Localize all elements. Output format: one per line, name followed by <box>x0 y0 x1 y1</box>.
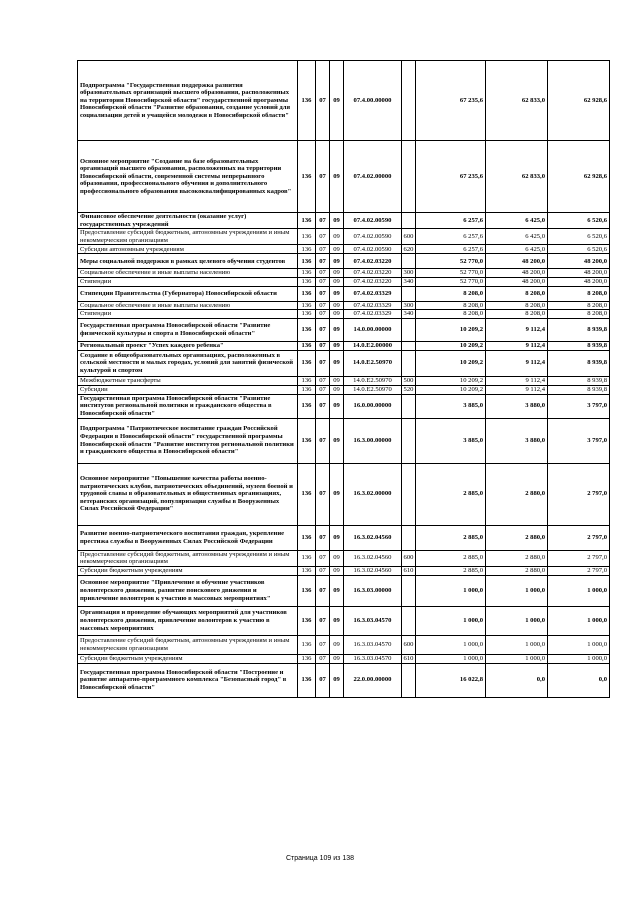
row-subsection-code: 09 <box>330 254 344 269</box>
row-amount-year-3: 1 000,0 <box>548 575 610 606</box>
row-ved-code: 136 <box>298 525 316 550</box>
row-expense-type: 500 <box>402 376 416 385</box>
row-amount-year-3: 8 939,8 <box>548 385 610 394</box>
row-name: Социальное обеспечение и иные выплаты населению <box>78 301 298 310</box>
row-expense-type <box>402 418 416 463</box>
row-target-article: 07.4.00.00000 <box>344 61 402 141</box>
table-row <box>78 286 610 301</box>
row-name: Предоставление субсидий бюджетным, автономным учреждениям и иным некоммерческим организациям <box>78 550 298 566</box>
row-expense-type <box>402 341 416 350</box>
row-amount-year-3: 48 200,0 <box>548 277 610 286</box>
row-ved-code: 136 <box>298 550 316 566</box>
row-expense-type <box>402 350 416 376</box>
row-amount-year-1: 52 770,0 <box>416 269 486 278</box>
row-ved-code: 136 <box>298 385 316 394</box>
row-subsection-code: 09 <box>330 310 344 319</box>
row-amount-year-1: 10 209,2 <box>416 350 486 376</box>
row-amount-year-2: 2 880,0 <box>486 566 548 575</box>
row-amount-year-3: 8 939,8 <box>548 350 610 376</box>
row-amount-year-2: 1 000,0 <box>486 606 548 635</box>
row-subsection-code: 09 <box>330 525 344 550</box>
row-section-code: 07 <box>316 394 330 418</box>
row-expense-type <box>402 213 416 229</box>
row-target-article: 14.0.00.00000 <box>344 318 402 341</box>
row-amount-year-1: 52 770,0 <box>416 254 486 269</box>
table-row <box>78 654 610 663</box>
row-amount-year-3: 6 520,6 <box>548 229 610 245</box>
row-amount-year-2: 9 112,4 <box>486 385 548 394</box>
row-name: Социальное обеспечение и иные выплаты населению <box>78 269 298 278</box>
row-subsection-code: 09 <box>330 269 344 278</box>
row-subsection-code: 09 <box>330 229 344 245</box>
row-expense-type <box>402 663 416 697</box>
row-amount-year-1: 8 208,0 <box>416 301 486 310</box>
row-ved-code: 136 <box>298 269 316 278</box>
row-name: Основное мероприятие "Привлечение и обучение участников волонтерского движения, развитие поискового движения и привлечение волонтеров к участию в массовых мероприятиях" <box>78 575 298 606</box>
row-amount-year-2: 9 112,4 <box>486 341 548 350</box>
row-section-code: 07 <box>316 277 330 286</box>
row-amount-year-2: 9 112,4 <box>486 350 548 376</box>
row-amount-year-2: 3 880,0 <box>486 394 548 418</box>
row-amount-year-3: 3 797,0 <box>548 418 610 463</box>
row-section-code: 07 <box>316 141 330 213</box>
row-amount-year-1: 6 257,6 <box>416 213 486 229</box>
row-amount-year-1: 67 235,6 <box>416 141 486 213</box>
table-row <box>78 606 610 635</box>
table-row <box>78 254 610 269</box>
row-amount-year-2: 0,0 <box>486 663 548 697</box>
row-name: Стипендии <box>78 277 298 286</box>
row-subsection-code: 09 <box>330 350 344 376</box>
row-section-code: 07 <box>316 301 330 310</box>
row-expense-type <box>402 525 416 550</box>
row-section-code: 07 <box>316 310 330 319</box>
table-row <box>78 350 610 376</box>
row-amount-year-1: 2 885,0 <box>416 525 486 550</box>
row-subsection-code: 09 <box>330 663 344 697</box>
row-amount-year-3: 0,0 <box>548 663 610 697</box>
row-name: Создание в общеобразовательных организациях, расположенных в сельской местности и малых городах, условий для занятий физической культурой и спортом <box>78 350 298 376</box>
row-section-code: 07 <box>316 654 330 663</box>
table-row <box>78 635 610 654</box>
row-name: Государственная программа Новосибирской области "Развитие институтов региональной политики и гражданского общества в Новосибирской области" <box>78 394 298 418</box>
row-target-article: 07.4.02.00590 <box>344 229 402 245</box>
row-section-code: 07 <box>316 663 330 697</box>
table-row <box>78 463 610 525</box>
row-amount-year-1: 6 257,6 <box>416 245 486 254</box>
table-row <box>78 61 610 141</box>
row-target-article: 16.3.03.00000 <box>344 575 402 606</box>
row-ved-code: 136 <box>298 350 316 376</box>
table-row <box>78 376 610 385</box>
row-subsection-code: 09 <box>330 418 344 463</box>
row-amount-year-1: 1 000,0 <box>416 654 486 663</box>
row-amount-year-3: 8 939,8 <box>548 341 610 350</box>
row-name: Субсидии <box>78 385 298 394</box>
row-expense-type <box>402 575 416 606</box>
table-row <box>78 245 610 254</box>
row-subsection-code: 09 <box>330 61 344 141</box>
row-amount-year-2: 62 833,0 <box>486 61 548 141</box>
row-expense-type <box>402 141 416 213</box>
row-amount-year-3: 8 939,8 <box>548 318 610 341</box>
row-name: Государственная программа Новосибирской области "Развитие физической культуры и спорта в Новосибирской области" <box>78 318 298 341</box>
row-amount-year-3: 3 797,0 <box>548 394 610 418</box>
table-row <box>78 418 610 463</box>
row-ved-code: 136 <box>298 341 316 350</box>
row-amount-year-2: 1 000,0 <box>486 635 548 654</box>
row-amount-year-3: 62 928,6 <box>548 61 610 141</box>
row-subsection-code: 09 <box>330 463 344 525</box>
table-row <box>78 213 610 229</box>
row-expense-type: 300 <box>402 269 416 278</box>
row-target-article: 07.4.02.03329 <box>344 286 402 301</box>
row-amount-year-1: 6 257,6 <box>416 229 486 245</box>
row-amount-year-1: 2 885,0 <box>416 566 486 575</box>
row-name: Субсидии бюджетным учреждениям <box>78 566 298 575</box>
row-amount-year-3: 8 208,0 <box>548 301 610 310</box>
row-target-article: 07.4.02.00590 <box>344 213 402 229</box>
row-ved-code: 136 <box>298 229 316 245</box>
row-target-article: 16.3.03.04570 <box>344 635 402 654</box>
row-amount-year-2: 2 880,0 <box>486 550 548 566</box>
table-row <box>78 318 610 341</box>
row-ved-code: 136 <box>298 61 316 141</box>
table-row <box>78 663 610 697</box>
row-amount-year-2: 1 000,0 <box>486 575 548 606</box>
row-target-article: 16.3.02.04560 <box>344 550 402 566</box>
row-amount-year-2: 9 112,4 <box>486 376 548 385</box>
row-section-code: 07 <box>316 229 330 245</box>
row-expense-type <box>402 286 416 301</box>
row-amount-year-1: 10 209,2 <box>416 318 486 341</box>
row-amount-year-1: 3 885,0 <box>416 418 486 463</box>
row-amount-year-3: 2 797,0 <box>548 550 610 566</box>
row-section-code: 07 <box>316 525 330 550</box>
row-name: Меры социальной поддержки в рамках целевого обучения студентов <box>78 254 298 269</box>
row-expense-type: 610 <box>402 566 416 575</box>
row-expense-type <box>402 61 416 141</box>
row-amount-year-1: 1 000,0 <box>416 635 486 654</box>
row-ved-code: 136 <box>298 213 316 229</box>
row-target-article: 16.3.03.04570 <box>344 606 402 635</box>
row-name: Предоставление субсидий бюджетным, автономным учреждениям и иным некоммерческим организациям <box>78 635 298 654</box>
row-section-code: 07 <box>316 350 330 376</box>
row-target-article: 16.0.00.00000 <box>344 394 402 418</box>
row-ved-code: 136 <box>298 606 316 635</box>
row-subsection-code: 09 <box>330 341 344 350</box>
row-subsection-code: 09 <box>330 213 344 229</box>
row-expense-type: 520 <box>402 385 416 394</box>
row-section-code: 07 <box>316 385 330 394</box>
row-amount-year-2: 48 200,0 <box>486 269 548 278</box>
row-target-article: 07.4.02.03329 <box>344 301 402 310</box>
row-name: Субсидии бюджетным учреждениям <box>78 654 298 663</box>
row-amount-year-1: 67 235,6 <box>416 61 486 141</box>
row-expense-type: 610 <box>402 654 416 663</box>
row-amount-year-2: 48 200,0 <box>486 254 548 269</box>
row-subsection-code: 09 <box>330 318 344 341</box>
row-name: Подпрограмма "Государственная поддержка развития образовательных организаций высшего образования, расположенных на территории Новосибирской области" государственной программы Новосибирской области "Развитие образования, создание условий для социализации детей и учащейся молодежи в Новосибирской области" <box>78 61 298 141</box>
row-amount-year-3: 1 000,0 <box>548 635 610 654</box>
row-amount-year-1: 10 209,2 <box>416 376 486 385</box>
row-target-article: 07.4.02.03329 <box>344 310 402 319</box>
row-subsection-code: 09 <box>330 385 344 394</box>
row-ved-code: 136 <box>298 310 316 319</box>
table-row <box>78 575 610 606</box>
row-amount-year-2: 8 208,0 <box>486 286 548 301</box>
row-expense-type: 340 <box>402 310 416 319</box>
budget-table <box>77 60 610 698</box>
row-name: Основное мероприятие "Создание на базе образовательных организаций высшего образования, расположенных на территории Новосибирской области, современной системы непрерывного образования, профессионального обучения и дополнительного профессионального образования высококвалифицированных кадров" <box>78 141 298 213</box>
row-section-code: 07 <box>316 606 330 635</box>
row-amount-year-2: 8 208,0 <box>486 310 548 319</box>
row-name: Субсидии автономным учреждениям <box>78 245 298 254</box>
row-name: Финансовое обеспечение деятельности (оказание услуг) государственных учреждений <box>78 213 298 229</box>
row-amount-year-1: 16 022,8 <box>416 663 486 697</box>
table-row <box>78 141 610 213</box>
row-name: Предоставление субсидий бюджетным, автономным учреждениям и иным некоммерческим организациям <box>78 229 298 245</box>
table-row <box>78 310 610 319</box>
table-row <box>78 385 610 394</box>
row-amount-year-2: 2 880,0 <box>486 525 548 550</box>
row-name: Основное мероприятие "Повышение качества работы военно-патриотических клубов, патриотических объединений, музеев боевой и трудовой славы в образовательных и общественных организациях, ветеранских организаций, популяризация службы в Вооруженных Силах Российской Федерации" <box>78 463 298 525</box>
row-ved-code: 136 <box>298 286 316 301</box>
row-amount-year-2: 3 880,0 <box>486 418 548 463</box>
row-amount-year-1: 8 208,0 <box>416 310 486 319</box>
row-target-article: 22.0.00.00000 <box>344 663 402 697</box>
row-section-code: 07 <box>316 245 330 254</box>
row-ved-code: 136 <box>298 141 316 213</box>
row-target-article: 14.0.E2.00000 <box>344 341 402 350</box>
row-amount-year-1: 1 000,0 <box>416 606 486 635</box>
row-amount-year-2: 48 200,0 <box>486 277 548 286</box>
table-row <box>78 566 610 575</box>
row-section-code: 07 <box>316 566 330 575</box>
row-amount-year-3: 8 208,0 <box>548 310 610 319</box>
row-ved-code: 136 <box>298 394 316 418</box>
table-row <box>78 277 610 286</box>
row-section-code: 07 <box>316 254 330 269</box>
row-name: Межбюджетные трансферты <box>78 376 298 385</box>
row-name: Развитие военно-патриотического воспитания граждан, укрепление престижа службы в Вооруженных Силах Российской Федерации <box>78 525 298 550</box>
row-expense-type: 620 <box>402 245 416 254</box>
row-expense-type <box>402 463 416 525</box>
row-amount-year-3: 48 200,0 <box>548 254 610 269</box>
page-number: Страница 109 из 138 <box>285 855 355 862</box>
row-section-code: 07 <box>316 269 330 278</box>
row-name: Государственная программа Новосибирской области "Построение и развитие аппаратно-программного комплекса "Безопасный город" в Новосибирской области" <box>78 663 298 697</box>
row-section-code: 07 <box>316 550 330 566</box>
row-ved-code: 136 <box>298 254 316 269</box>
row-ved-code: 136 <box>298 318 316 341</box>
row-amount-year-2: 9 112,4 <box>486 318 548 341</box>
row-amount-year-3: 6 520,6 <box>548 213 610 229</box>
row-ved-code: 136 <box>298 245 316 254</box>
row-amount-year-3: 8 939,8 <box>548 376 610 385</box>
row-amount-year-1: 10 209,2 <box>416 385 486 394</box>
row-name: Региональный проект "Успех каждого ребенка" <box>78 341 298 350</box>
row-expense-type <box>402 394 416 418</box>
row-expense-type <box>402 254 416 269</box>
table-row <box>78 229 610 245</box>
row-section-code: 07 <box>316 635 330 654</box>
row-amount-year-2: 6 425,0 <box>486 245 548 254</box>
row-amount-year-1: 2 885,0 <box>416 550 486 566</box>
row-subsection-code: 09 <box>330 286 344 301</box>
row-target-article: 16.3.02.04560 <box>344 525 402 550</box>
row-amount-year-2: 62 833,0 <box>486 141 548 213</box>
row-expense-type: 340 <box>402 277 416 286</box>
row-target-article: 07.4.02.03220 <box>344 277 402 286</box>
row-subsection-code: 09 <box>330 141 344 213</box>
row-subsection-code: 09 <box>330 301 344 310</box>
table-row <box>78 341 610 350</box>
row-amount-year-3: 1 000,0 <box>548 654 610 663</box>
row-amount-year-2: 6 425,0 <box>486 213 548 229</box>
row-target-article: 16.3.00.00000 <box>344 418 402 463</box>
row-target-article: 14.0.E2.50970 <box>344 376 402 385</box>
row-section-code: 07 <box>316 575 330 606</box>
table-row <box>78 394 610 418</box>
row-amount-year-3: 2 797,0 <box>548 566 610 575</box>
row-amount-year-3: 2 797,0 <box>548 463 610 525</box>
row-target-article: 16.3.02.04560 <box>344 566 402 575</box>
row-section-code: 07 <box>316 213 330 229</box>
row-ved-code: 136 <box>298 463 316 525</box>
row-target-article: 14.0.E2.50970 <box>344 385 402 394</box>
row-name: Стипендии Правительства (Губернатора) Новосибирской области <box>78 286 298 301</box>
row-amount-year-2: 1 000,0 <box>486 654 548 663</box>
row-section-code: 07 <box>316 61 330 141</box>
row-expense-type: 300 <box>402 301 416 310</box>
row-subsection-code: 09 <box>330 245 344 254</box>
row-name: Организация и проведение обучающих мероприятий для участников волонтерского движения, привлечение волонтеров к участию в массовых мероприятиях <box>78 606 298 635</box>
row-subsection-code: 09 <box>330 376 344 385</box>
row-amount-year-2: 6 425,0 <box>486 229 548 245</box>
row-ved-code: 136 <box>298 654 316 663</box>
row-subsection-code: 09 <box>330 566 344 575</box>
row-expense-type: 600 <box>402 635 416 654</box>
row-ved-code: 136 <box>298 663 316 697</box>
row-section-code: 07 <box>316 418 330 463</box>
row-subsection-code: 09 <box>330 606 344 635</box>
row-target-article: 07.4.02.00590 <box>344 245 402 254</box>
table-row <box>78 525 610 550</box>
row-expense-type <box>402 606 416 635</box>
row-expense-type: 600 <box>402 229 416 245</box>
row-ved-code: 136 <box>298 635 316 654</box>
row-target-article: 07.4.02.03220 <box>344 269 402 278</box>
row-ved-code: 136 <box>298 566 316 575</box>
row-subsection-code: 09 <box>330 654 344 663</box>
row-amount-year-2: 2 880,0 <box>486 463 548 525</box>
table-row <box>78 301 610 310</box>
row-target-article: 16.3.03.04570 <box>344 654 402 663</box>
row-ved-code: 136 <box>298 277 316 286</box>
row-amount-year-3: 6 520,6 <box>548 245 610 254</box>
row-amount-year-1: 52 770,0 <box>416 277 486 286</box>
row-name: Подпрограмма "Патриотическое воспитание граждан Российской Федерации в Новосибирской области" государственной программы Новосибирской области "Развитие институтов региональной политики и гражданского общества в Новосибирской области" <box>78 418 298 463</box>
row-amount-year-2: 8 208,0 <box>486 301 548 310</box>
row-subsection-code: 09 <box>330 394 344 418</box>
row-amount-year-3: 62 928,6 <box>548 141 610 213</box>
row-subsection-code: 09 <box>330 277 344 286</box>
budget-table-body <box>78 61 610 698</box>
row-ved-code: 136 <box>298 376 316 385</box>
row-amount-year-3: 1 000,0 <box>548 606 610 635</box>
row-amount-year-3: 8 208,0 <box>548 286 610 301</box>
row-section-code: 07 <box>316 463 330 525</box>
row-amount-year-1: 10 209,2 <box>416 341 486 350</box>
row-amount-year-3: 2 797,0 <box>548 525 610 550</box>
row-expense-type <box>402 318 416 341</box>
row-target-article: 14.0.E2.50970 <box>344 350 402 376</box>
row-ved-code: 136 <box>298 301 316 310</box>
row-subsection-code: 09 <box>330 635 344 654</box>
row-expense-type: 600 <box>402 550 416 566</box>
row-ved-code: 136 <box>298 418 316 463</box>
row-amount-year-1: 2 885,0 <box>416 463 486 525</box>
row-section-code: 07 <box>316 286 330 301</box>
row-section-code: 07 <box>316 341 330 350</box>
row-amount-year-1: 8 208,0 <box>416 286 486 301</box>
row-name: Стипендии <box>78 310 298 319</box>
row-amount-year-1: 1 000,0 <box>416 575 486 606</box>
row-section-code: 07 <box>316 376 330 385</box>
row-amount-year-3: 48 200,0 <box>548 269 610 278</box>
table-row <box>78 550 610 566</box>
row-section-code: 07 <box>316 318 330 341</box>
table-row <box>78 269 610 278</box>
row-subsection-code: 09 <box>330 575 344 606</box>
row-amount-year-1: 3 885,0 <box>416 394 486 418</box>
row-target-article: 07.4.02.03220 <box>344 254 402 269</box>
row-ved-code: 136 <box>298 575 316 606</box>
row-subsection-code: 09 <box>330 550 344 566</box>
row-target-article: 07.4.02.00000 <box>344 141 402 213</box>
row-target-article: 16.3.02.00000 <box>344 463 402 525</box>
